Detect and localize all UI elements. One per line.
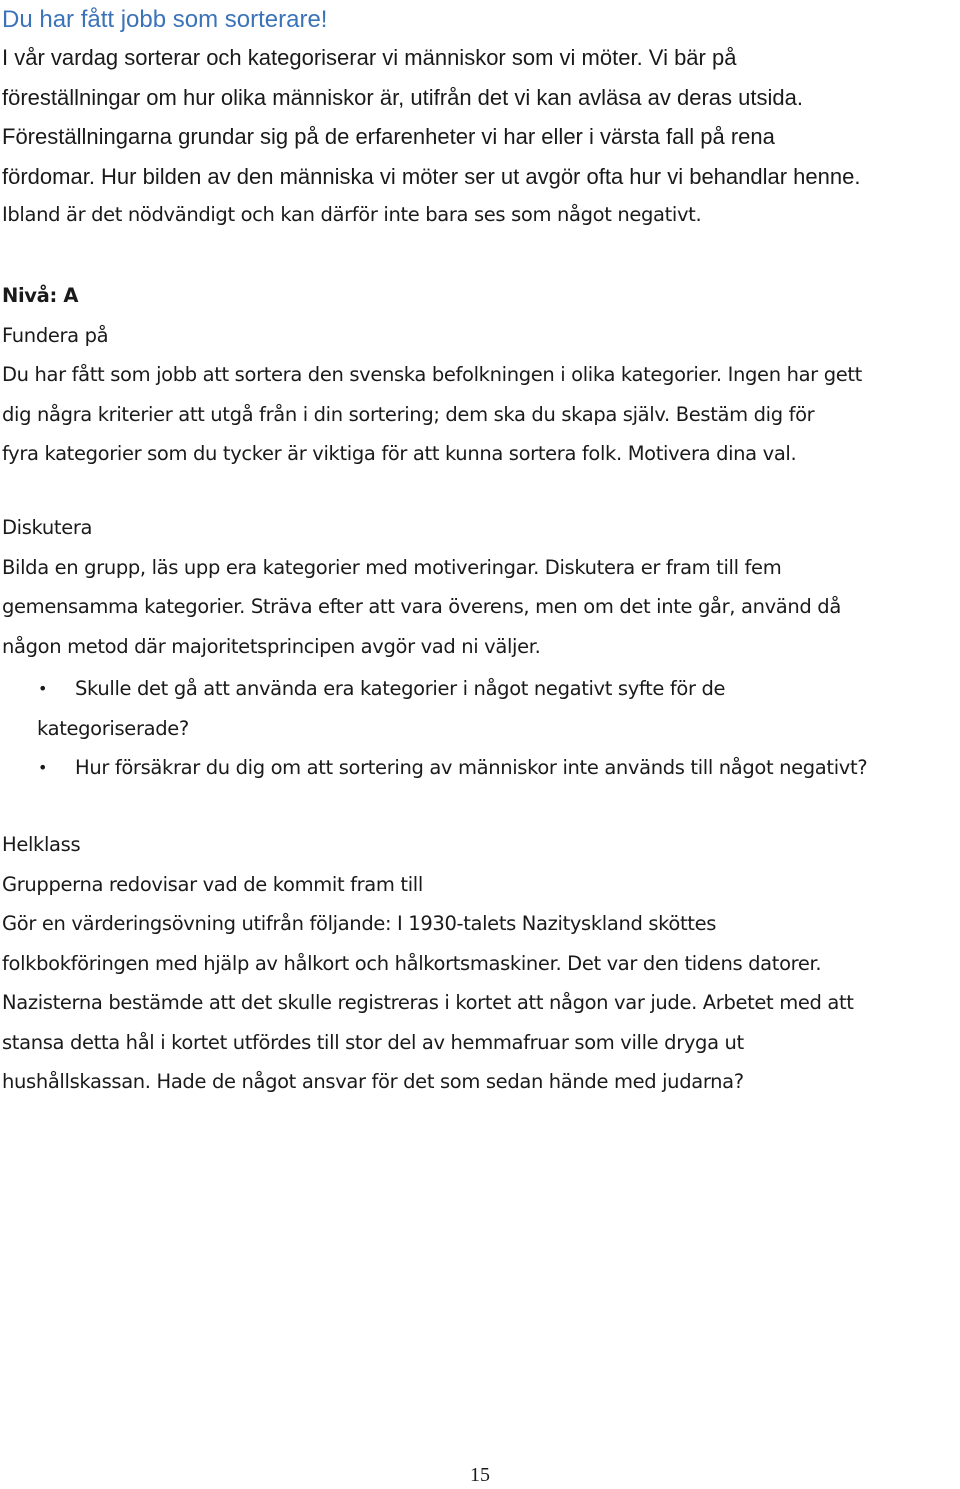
diskutera-line: Bilda en grupp, läs upp era kategorier med motiveringar. Diskutera er fram till fem [2,555,782,579]
page-title: Du har fått jobb som sorterare! [2,6,328,33]
question-list [0,669,960,788]
list-item-text: Hur försäkrar du dig om att sortering av människor inte används till något negativt? [75,756,868,779]
fundera-line: fyra kategorier som du tycker är viktiga för att kunna sortera folk. Motivera dina val. [2,442,797,465]
intro-tail-line: Ibland är det nödvändigt och kan därför inte bara ses som något negativt. [2,203,702,226]
helklass-line: Gör en värderingsövning utifrån följande: I 1930-talets Nazityskland sköttes [2,912,717,935]
intro-line: föreställningar om hur olika människor är, utifrån det vi kan avläsa av deras utsida. [2,84,803,110]
list-item [0,669,960,748]
intro-line: Föreställningarna grundar sig på de erfarenheter vi har eller i värsta fall på rena [2,124,775,149]
fundera-line: Du har fått som jobb att sortera den svenska befolkningen i olika kategorier. Ingen har gett [2,363,862,386]
diskutera-heading: Diskutera [2,516,93,539]
list-item-text: kategoriserade? [37,716,189,740]
list-item-text: Skulle det gå att använda era kategorier i något negativt syfte för de [75,677,726,700]
helklass-section [2,825,960,1102]
list-item [0,748,960,788]
intro-paragraph [2,38,957,196]
diskutera-line: gemensamma kategorier. Sträva efter att vara överens, men om det inte går, använd då [2,595,841,618]
bullet-icon: • [38,679,48,698]
intro-line: I vår vardag sorterar och kategoriserar vi människor som vi möter. Vi bär på [2,45,737,70]
helklass-heading: Helklass [2,833,81,856]
fundera-section [2,276,960,474]
helklass-line: hushållskassan. Hade de något ansvar för det som sedan hände med judarna? [2,1070,744,1093]
page-number: 15 [470,1464,490,1486]
fundera-line: dig några kriterier att utgå från i din sortering; dem ska du skapa själv. Bestäm dig för [2,402,815,426]
diskutera-section [2,508,960,666]
fundera-heading: Fundera på [2,323,109,347]
level-label: Nivå: A [2,284,79,307]
helklass-line: stansa detta hål i kortet utfördes till stor del av hemmafruar som ville dryga ut [2,1030,744,1054]
helklass-line: folkbokföringen med hjälp av hålkort och hålkortsmaskiner. Det var den tidens datorer. [2,951,822,975]
helklass-line: Nazisterna bestämde att det skulle registreras i kortet att någon var jude. Arbetet med att [2,991,854,1014]
intro-line: fördomar. Hur bilden av den människa vi möter ser ut avgör ofta hur vi behandlar henne. [2,163,861,189]
bullet-icon: • [38,758,48,777]
helklass-line: Grupperna redovisar vad de kommit fram till [2,872,423,896]
diskutera-line: någon metod där majoritetsprincipen avgör vad ni väljer. [2,634,541,658]
